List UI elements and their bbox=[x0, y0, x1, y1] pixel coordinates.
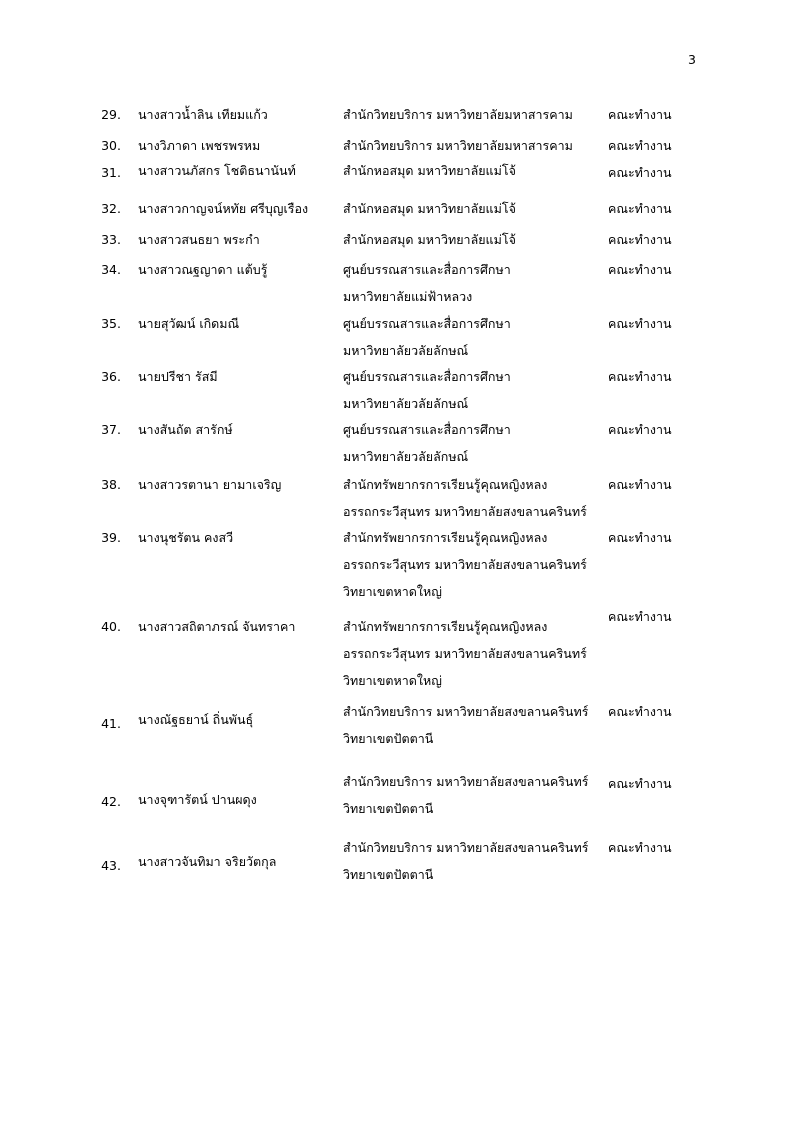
member-organization: สำนักวิทยบริการ มหาวิทยาลัยมหาสารคาม bbox=[343, 107, 573, 122]
member-role: คณะทำงาน bbox=[608, 609, 672, 624]
entry-number: 39. bbox=[101, 530, 121, 545]
member-name: นางวิภาดา เพชรพรหม bbox=[138, 138, 261, 153]
member-name: นางสาวกาญจน์หทัย ศรีบุญเรือง bbox=[138, 201, 309, 216]
member-name: นางณัฐธยาน์ ถิ่นพันธุ์ bbox=[138, 712, 254, 727]
member-organization: อรรถกระวีสุนทร มหาวิทยาลัยสงขลานครินทร์ bbox=[343, 646, 587, 661]
member-organization: สำนักวิทยบริการ มหาวิทยาลัยสงขลานครินทร์ bbox=[343, 774, 589, 789]
member-name: นางสาวณฐญาดา แต้บรู้ bbox=[138, 262, 268, 277]
member-role: คณะทำงาน bbox=[608, 369, 672, 384]
member-role: คณะทำงาน bbox=[608, 262, 672, 277]
member-organization: วิทยาเขตหาดใหญ่ bbox=[343, 584, 442, 599]
member-name: นายปรีชา รัสมี bbox=[138, 369, 218, 384]
member-organization: ศูนย์บรรณสารและสื่อการศึกษา bbox=[343, 369, 511, 384]
entry-number: 43. bbox=[101, 858, 121, 873]
member-role: คณะทำงาน bbox=[608, 232, 672, 247]
member-name: นางสาวรตานา ยามาเจริญ bbox=[138, 477, 282, 492]
member-organization: มหาวิทยาลัยวลัยลักษณ์ bbox=[343, 396, 469, 411]
entry-number: 35. bbox=[101, 316, 121, 331]
member-role: คณะทำงาน bbox=[608, 840, 672, 855]
member-name: นางสาวสนธยา พระกำ bbox=[138, 232, 260, 247]
member-name: นางสันถัต สารักษ์ bbox=[138, 422, 233, 437]
member-role: คณะทำงาน bbox=[608, 477, 672, 492]
member-organization: มหาวิทยาลัยวลัยลักษณ์ bbox=[343, 343, 469, 358]
member-organization: สำนักวิทยบริการ มหาวิทยาลัยสงขลานครินทร์ bbox=[343, 704, 589, 719]
page-number: 3 bbox=[688, 52, 696, 67]
entry-number: 42. bbox=[101, 794, 121, 809]
member-role: คณะทำงาน bbox=[608, 107, 672, 122]
member-role: คณะทำงาน bbox=[608, 530, 672, 545]
member-name: นางจุฑารัตน์ ปานผดุง bbox=[138, 792, 257, 807]
member-role: คณะทำงาน bbox=[608, 422, 672, 437]
entry-number: 34. bbox=[101, 262, 121, 277]
member-organization: สำนักหอสมุด มหาวิทยาลัยแม่โจ้ bbox=[343, 163, 516, 178]
member-name: นางสาวนภัสกร โชติธนานันท์ bbox=[138, 163, 296, 178]
member-role: คณะทำงาน bbox=[608, 165, 672, 180]
member-organization: สำนักทรัพยากรการเรียนรู้คุณหญิงหลง bbox=[343, 530, 548, 545]
entry-number: 37. bbox=[101, 422, 121, 437]
member-role: คณะทำงาน bbox=[608, 704, 672, 719]
member-organization: มหาวิทยาลัยแม่ฟ้าหลวง bbox=[343, 289, 473, 304]
member-organization: วิทยาเขตหาดใหญ่ bbox=[343, 673, 442, 688]
entry-number: 32. bbox=[101, 201, 121, 216]
member-role: คณะทำงาน bbox=[608, 776, 672, 791]
member-organization: ศูนย์บรรณสารและสื่อการศึกษา bbox=[343, 422, 511, 437]
member-name: นางสาวน้ำลิน เทียมแก้ว bbox=[138, 107, 268, 122]
member-name: นางสาวจันทิมา จริยวัตกุล bbox=[138, 854, 277, 869]
member-organization: วิทยาเขตปัตตานี bbox=[343, 801, 434, 816]
member-role: คณะทำงาน bbox=[608, 316, 672, 331]
entry-number: 41. bbox=[101, 716, 121, 731]
member-organization: ศูนย์บรรณสารและสื่อการศึกษา bbox=[343, 262, 511, 277]
member-organization: อรรถกระวีสุนทร มหาวิทยาลัยสงขลานครินทร์ bbox=[343, 557, 587, 572]
member-organization: วิทยาเขตปัตตานี bbox=[343, 867, 434, 882]
member-name: นางนุชรัตน คงสวี bbox=[138, 530, 234, 545]
entry-number: 31. bbox=[101, 165, 121, 180]
member-organization: วิทยาเขตปัตตานี bbox=[343, 731, 434, 746]
member-role: คณะทำงาน bbox=[608, 138, 672, 153]
entry-number: 36. bbox=[101, 369, 121, 384]
member-organization: อรรถกระวีสุนทร มหาวิทยาลัยสงขลานครินทร์ bbox=[343, 504, 587, 519]
member-organization: สำนักหอสมุด มหาวิทยาลัยแม่โจ้ bbox=[343, 201, 516, 216]
member-name: นางสาวสถิตาภรณ์ จันทราคา bbox=[138, 619, 296, 634]
entry-number: 38. bbox=[101, 477, 121, 492]
member-organization: สำนักวิทยบริการ มหาวิทยาลัยมหาสารคาม bbox=[343, 138, 573, 153]
entry-number: 40. bbox=[101, 619, 121, 634]
member-organization: มหาวิทยาลัยวลัยลักษณ์ bbox=[343, 449, 469, 464]
member-organization: สำนักทรัพยากรการเรียนรู้คุณหญิงหลง bbox=[343, 477, 548, 492]
entry-number: 33. bbox=[101, 232, 121, 247]
entry-number: 29. bbox=[101, 107, 121, 122]
member-name: นายสุวัฒน์ เกิดมณี bbox=[138, 316, 240, 331]
member-organization: สำนักหอสมุด มหาวิทยาลัยแม่โจ้ bbox=[343, 232, 516, 247]
member-organization: ศูนย์บรรณสารและสื่อการศึกษา bbox=[343, 316, 511, 331]
member-organization: สำนักทรัพยากรการเรียนรู้คุณหญิงหลง bbox=[343, 619, 548, 634]
entry-number: 30. bbox=[101, 138, 121, 153]
member-role: คณะทำงาน bbox=[608, 201, 672, 216]
member-organization: สำนักวิทยบริการ มหาวิทยาลัยสงขลานครินทร์ bbox=[343, 840, 589, 855]
